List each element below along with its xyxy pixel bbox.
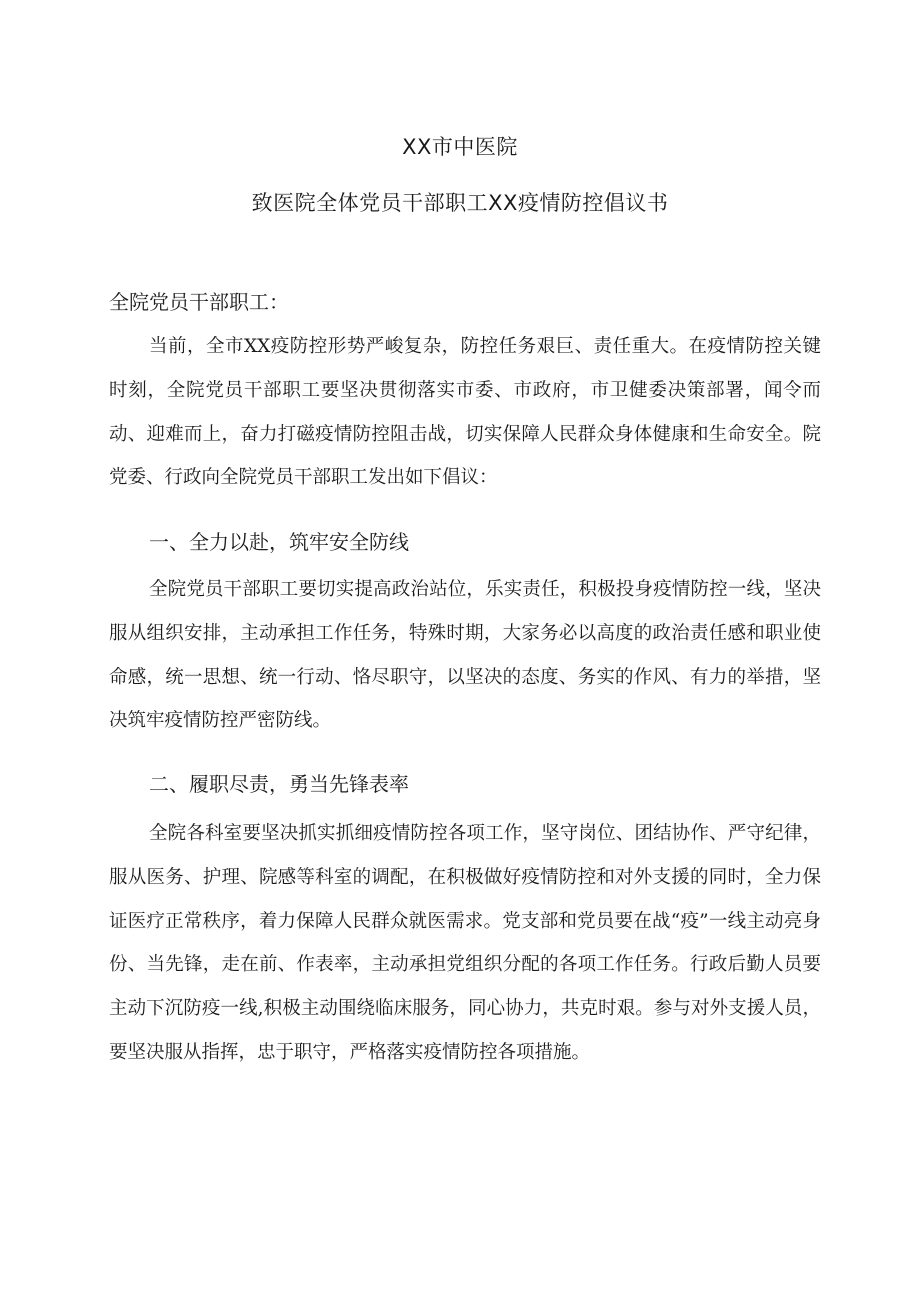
section-2-paragraph: 全院各科室要坚决抓实抓细疫情防控各项工作，坚守岗位、团结协作、严守纪律，服从医务、护理、院感等科室的调配，在积极做好疫情防控和对外支援的同时，全力保证医疗正常秩序，着力保障人民群众就医需求。党支部和党员要在战“疫”一线主动亮身份、当先锋，走在前、作表率，主动承担党组织分配的各项工作任务。行政后勤人员要主动下沉防疫一线,积极主动围绕临床服务，同心协力，共克时艰。参与对外支援人员，要坚决服从指挥，忠于职守，严格落实疫情防控各项措施。: [109, 823, 821, 1063]
document-title-organization: XX市中医院: [402, 135, 518, 159]
section-heading-1: 一、全力以赴，筑牢安全防线: [149, 530, 409, 554]
intro-paragraph: 当前，全市XX疫防控形势严峻复杂，防控任务艰巨、责任重大。在疫情防控关键时刻，全院党员干部职工要坚决贯彻落实市委、市政府，市卫健委决策部署，闻令而动、迎难而上，奋力打磁疫情防控阻击战，切实保障人民群众身体健康和生命安全。院党委、行政向全院党员干部职工发出如下倡议：: [109, 336, 821, 489]
salutation: 全院党员干部职工：: [109, 290, 289, 314]
document-title-main: 致医院全体党员干部职工XX疫情防控倡议书: [251, 191, 669, 215]
section-heading-2: 二、履职尽责，勇当先锋表率: [149, 772, 409, 796]
section-1-paragraph: 全院党员干部职工要切实提高政治站位，乐实责任，积极投身疫情防控一线，坚决服从组织安排，主动承担工作任务，特殊时期，大家务必以高度的政治责任感和职业使命感，统一思想、统一行动、恪尽职守，以坚决的态度、务实的作风、有力的举措，坚决筑牢疫情防控严密防线。: [109, 579, 821, 732]
